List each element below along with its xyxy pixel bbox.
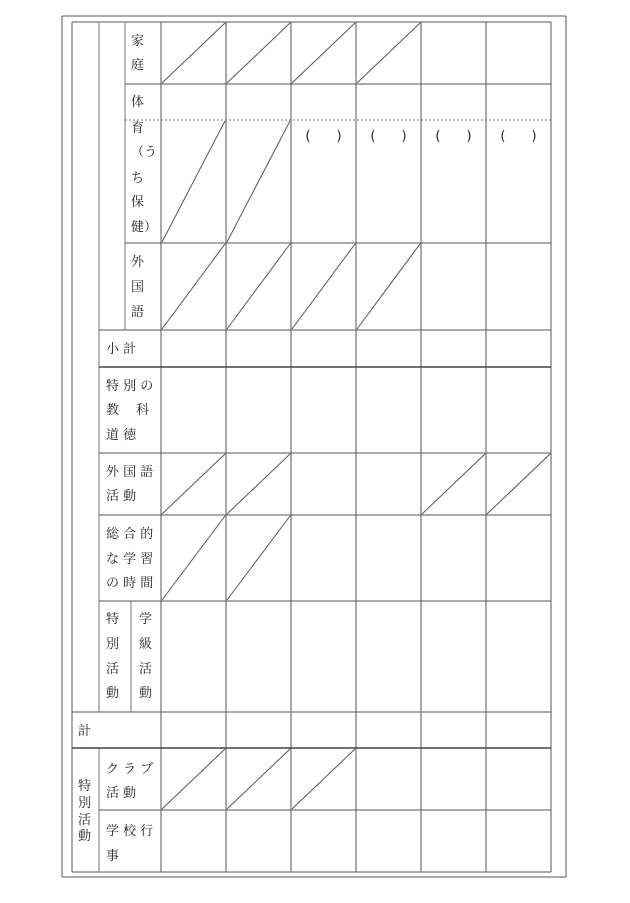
label-tokubetsu-katsudou-0: 特 <box>106 612 120 627</box>
diagonal-slash-r453-c0 <box>162 454 225 514</box>
label-tokkatsu-1: 別 <box>78 796 92 811</box>
diagonal-slash-r22-c0 <box>162 23 225 83</box>
hoken-paren-2: ( ) <box>435 129 472 144</box>
label-katei-2: 庭 <box>131 58 145 73</box>
hoken-paren-0: ( ) <box>305 129 342 144</box>
label-katei-1: 家 <box>131 34 145 49</box>
diagonal-slash-r22-c1 <box>227 23 290 83</box>
label-sougou-0: 総 合 的 <box>106 527 154 542</box>
diagonal-slash-r22-c3 <box>357 23 420 83</box>
label-tokkatsu-2: 活 <box>78 813 92 828</box>
diagonal-slash-r243-c2 <box>292 244 355 329</box>
table-labels <box>78 34 537 864</box>
label-gaikokugo-katsudou-0: 外 国 語 <box>106 465 154 480</box>
label-gaikokugo-2: 語 <box>131 305 145 320</box>
diagonal-slash-r120-c1 <box>227 121 290 242</box>
diagonal-slash-r453-c5 <box>487 454 550 514</box>
diagonal-slash-r243-c0 <box>162 244 225 329</box>
label-gaikokugo-katsudou-1: 活 動 <box>106 489 137 504</box>
hoken-paren-1: ( ) <box>370 129 407 144</box>
label-gakkou-gyouji-0: 学 校 行 <box>106 824 154 839</box>
diagonal-slash-r515-c0 <box>162 516 225 600</box>
label-taiiku-0: 体 <box>131 95 145 110</box>
label-tokubetsu-katsudou-1: 別 <box>106 637 120 652</box>
label-tokubetsu-katsudou-3: 動 <box>106 686 120 701</box>
label-doutoku-0: 特 別 の <box>106 379 154 394</box>
diagonal-slash-r243-c3 <box>357 244 420 329</box>
label-doutoku-1: 教 科 <box>106 403 150 418</box>
label-gakkyuu-katsudou-0: 学 <box>139 612 153 627</box>
diagonal-slash-r748-c1 <box>227 749 290 809</box>
label-gakkyuu-katsudou-1: 級 <box>139 637 153 652</box>
diagonal-slash-r453-c1 <box>227 454 290 514</box>
label-club-0: ク ラ ブ <box>106 762 154 777</box>
label-club-1: 活 動 <box>106 786 137 801</box>
label-sougou-2: の 時 間 <box>106 576 154 591</box>
label-gaikokugo-1: 国 <box>131 280 145 295</box>
diagonal-slash-r748-c0 <box>162 749 225 809</box>
label-taiiku-1: 育 <box>131 121 145 136</box>
diagonal-slash-r515-c1 <box>227 516 290 600</box>
label-taiiku-3: ち <box>131 171 145 186</box>
diagonal-slash-r22-c2 <box>292 23 355 83</box>
label-tokkatsu-3: 動 <box>78 829 92 844</box>
label-sougou-1: な 学 習 <box>106 552 154 567</box>
label-gakkou-gyouji-1: 事 <box>106 849 120 864</box>
diagonal-slash-r748-c2 <box>292 749 355 809</box>
label-tokkatsu-0: 特 <box>78 779 92 794</box>
diagonal-slash-r453-c4 <box>422 454 485 514</box>
hoken-paren-3: ( ) <box>500 129 537 144</box>
label-taiiku-5: 健） <box>131 220 158 235</box>
label-gaikokugo-0: 外 <box>131 255 145 270</box>
label-kei: 計 <box>78 724 92 739</box>
label-shokei: 小 計 <box>106 342 137 357</box>
label-gakkyuu-katsudou-2: 活 <box>139 662 153 677</box>
label-doutoku-2: 道 徳 <box>106 428 137 443</box>
label-tokubetsu-katsudou-2: 活 <box>106 662 120 677</box>
label-gakkyuu-katsudou-3: 動 <box>139 686 153 701</box>
diagonal-slash-r120-c0 <box>162 121 225 242</box>
label-taiiku-4: 保 <box>131 195 145 210</box>
label-taiiku-2: （う <box>131 145 158 160</box>
diagonal-slash-r243-c1 <box>227 244 290 329</box>
